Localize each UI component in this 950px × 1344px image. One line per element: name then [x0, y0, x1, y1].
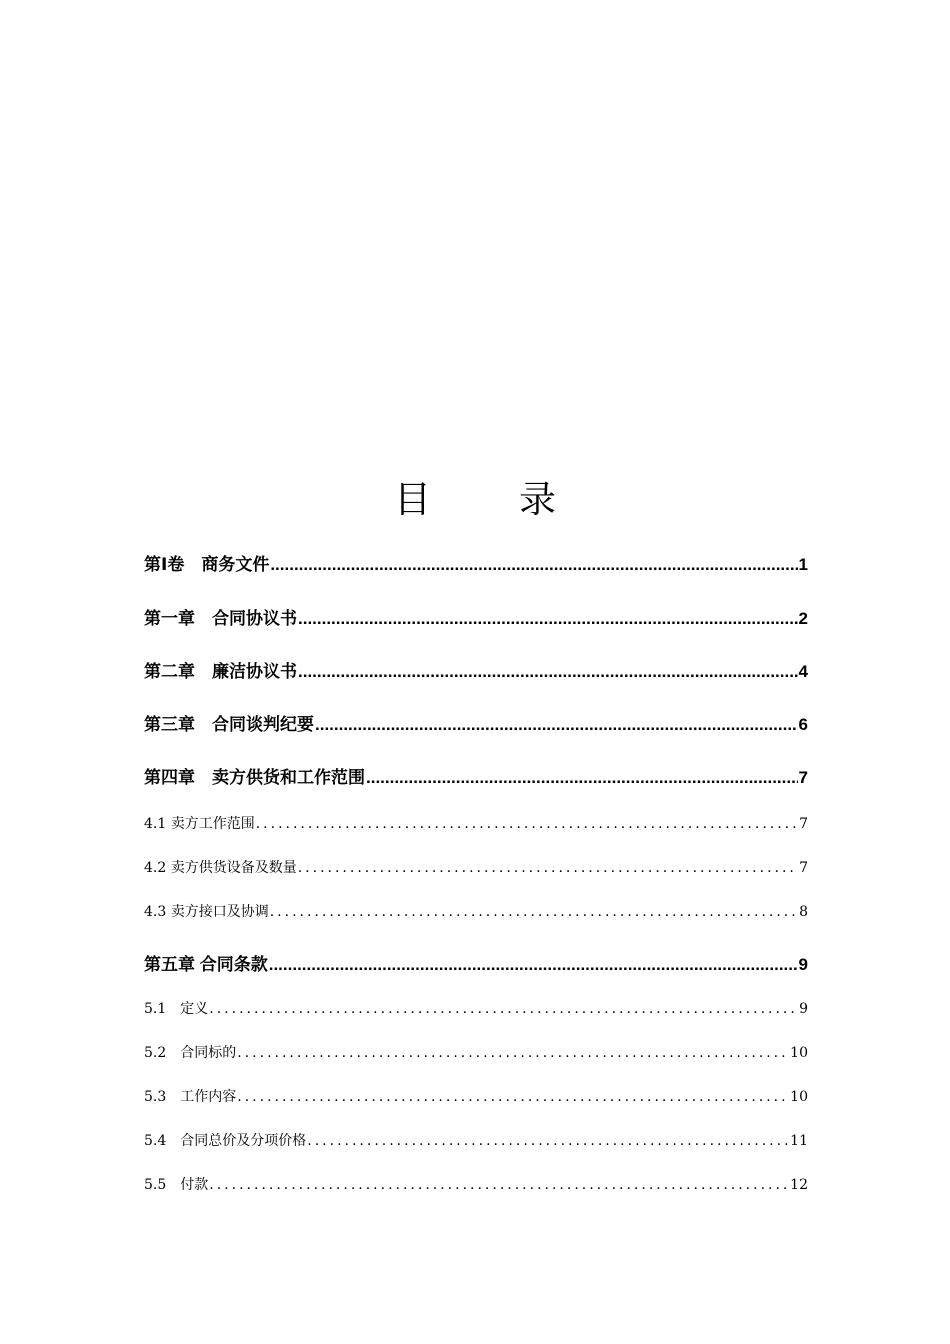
toc-leader-dots	[307, 1131, 789, 1151]
toc-leader-dots	[269, 954, 798, 976]
toc-entry-label: 5.3 工作内容	[144, 1089, 237, 1105]
toc-page-number: 4	[798, 662, 808, 681]
toc-entry-label: 第二章 廉洁协议书	[144, 662, 297, 681]
toc-entry-section-4-1[interactable]	[144, 814, 808, 834]
toc-page-number: 10	[790, 1045, 808, 1061]
toc-leader-dots	[237, 1087, 789, 1107]
toc-entry-section-5-3[interactable]	[144, 1087, 808, 1107]
toc-entry-label: 5.5 付款	[144, 1177, 209, 1193]
toc-entry-label: 第一章 合同协议书	[144, 609, 297, 628]
toc-page-number: 11	[790, 1133, 808, 1149]
toc-leader-dots	[298, 608, 798, 630]
toc-entry-label: 5.1 定义	[144, 1001, 209, 1017]
toc-entry-label: 4.1 卖方工作范围	[144, 816, 255, 832]
toc-entry-chapter-1[interactable]	[144, 608, 808, 630]
toc-entry-section-4-2[interactable]	[144, 858, 808, 878]
toc-leader-dots	[298, 661, 798, 683]
toc-page-number: 9	[799, 1001, 808, 1017]
toc-page-number: 7	[799, 816, 808, 832]
toc-page-number: 12	[790, 1177, 808, 1193]
toc-entry-chapter-5[interactable]	[144, 954, 808, 976]
toc-page-number: 9	[798, 955, 808, 974]
toc-title-char-1: 目	[394, 478, 431, 521]
toc-entry-label: 第三章 合同谈判纪要	[144, 715, 314, 734]
toc-leader-dots	[256, 814, 798, 834]
toc-page-number: 6	[798, 715, 808, 734]
toc-leader-dots	[209, 1175, 789, 1195]
toc-page-number: 10	[790, 1089, 808, 1105]
toc-entry-label: 5.2 合同标的	[144, 1045, 237, 1061]
toc-entry-label: 第四章 卖方供货和工作范围	[144, 768, 365, 787]
toc-title-char-2: 录	[519, 478, 556, 521]
toc-leader-dots	[315, 714, 798, 736]
toc-entry-label: 5.4 合同总价及分项价格	[144, 1133, 307, 1149]
toc-leader-dots	[270, 554, 797, 576]
toc-entry-chapter-2[interactable]	[144, 661, 808, 683]
toc-page-number: 2	[798, 609, 808, 628]
toc-entry-label: 4.2 卖方供货设备及数量	[144, 860, 297, 876]
toc-entry-section-4-3[interactable]	[144, 902, 808, 922]
toc-leader-dots	[209, 999, 798, 1019]
toc-entry-section-5-4[interactable]	[144, 1131, 808, 1151]
toc-entry-section-5-1[interactable]	[144, 999, 808, 1019]
toc-entry-volume-1[interactable]	[144, 554, 808, 576]
toc-entry-label: 4.3 卖方接口及协调	[144, 904, 269, 920]
toc-title	[0, 478, 950, 522]
toc-entry-label: 第五章 合同条款	[144, 955, 268, 974]
toc-leader-dots	[270, 902, 798, 922]
toc-leader-dots	[298, 858, 798, 878]
toc-page-number: 7	[798, 768, 808, 787]
toc-page-number: 1	[798, 555, 808, 574]
toc-leader-dots	[237, 1043, 789, 1063]
toc-leader-dots	[366, 767, 798, 789]
toc-entry-section-5-2[interactable]	[144, 1043, 808, 1063]
toc-page-number: 8	[799, 904, 808, 920]
toc-entry-section-5-5[interactable]	[144, 1175, 808, 1195]
toc-entry-chapter-4[interactable]	[144, 767, 808, 789]
toc-page-number: 7	[799, 860, 808, 876]
toc-entry-label: 第Ⅰ卷 商务文件	[144, 555, 270, 574]
toc-entry-chapter-3[interactable]	[144, 714, 808, 736]
